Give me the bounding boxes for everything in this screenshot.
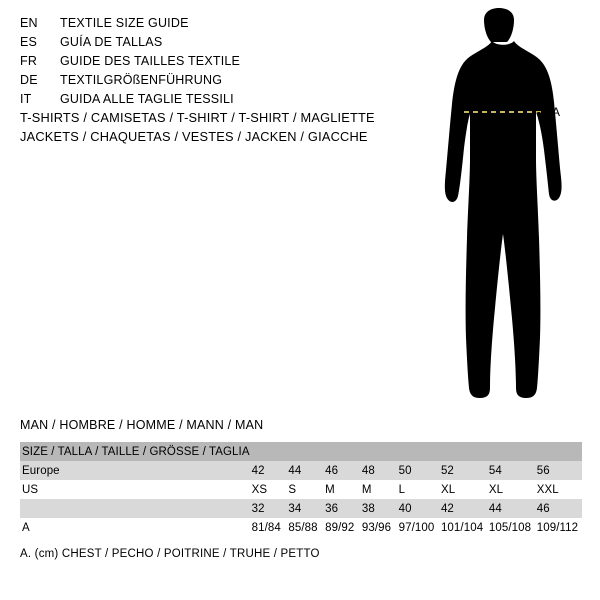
category-tshirts: T-SHIRTS / CAMISETAS / T-SHIRT / T-SHIRT / MAGLIETTE bbox=[20, 110, 375, 125]
cell-europe-8: 56 bbox=[535, 461, 582, 480]
language-code-en: EN bbox=[20, 16, 38, 30]
cell-a-8: 109/112 bbox=[535, 518, 582, 537]
cell-europe-5: 50 bbox=[397, 461, 439, 480]
cell-us-3: M bbox=[323, 480, 360, 499]
cell-numeric-2: 34 bbox=[286, 499, 323, 518]
cell-us-6: XL bbox=[439, 480, 487, 499]
cell-europe-4: 48 bbox=[360, 461, 397, 480]
table-header-size-label: SIZE / TALLA / TAILLE / GRÖSSE / TAGLIA bbox=[20, 442, 250, 461]
size-table bbox=[20, 442, 582, 537]
cell-us-8: XXL bbox=[535, 480, 582, 499]
table-header-cell-6 bbox=[439, 442, 487, 461]
cell-europe-3: 46 bbox=[323, 461, 360, 480]
cell-a-6: 101/104 bbox=[439, 518, 487, 537]
table-header-cell-8 bbox=[535, 442, 582, 461]
cell-us-5: L bbox=[397, 480, 439, 499]
cell-a-3: 89/92 bbox=[323, 518, 360, 537]
language-row-fr bbox=[20, 54, 380, 73]
cell-europe-6: 52 bbox=[439, 461, 487, 480]
table-header-cell-3 bbox=[323, 442, 360, 461]
cell-numeric-6: 42 bbox=[439, 499, 487, 518]
cell-us-4: M bbox=[360, 480, 397, 499]
language-code-it: IT bbox=[20, 92, 32, 106]
row-label-numeric bbox=[20, 499, 250, 518]
table-header-row bbox=[20, 442, 582, 461]
language-code-es: ES bbox=[20, 35, 38, 49]
language-code-fr: FR bbox=[20, 54, 38, 68]
language-row-de bbox=[20, 73, 380, 92]
language-text-es: GUÍA DE TALLAS bbox=[60, 35, 163, 49]
table-title-man: MAN / HOMBRE / HOMME / MANN / MAN bbox=[20, 418, 264, 432]
cell-europe-1: 42 bbox=[250, 461, 287, 480]
garment-category-block bbox=[20, 110, 440, 148]
cell-numeric-3: 36 bbox=[323, 499, 360, 518]
language-header-block bbox=[20, 16, 380, 111]
language-row-it bbox=[20, 92, 380, 111]
table-header-cell-2 bbox=[286, 442, 323, 461]
cell-numeric-5: 40 bbox=[397, 499, 439, 518]
table-row bbox=[20, 480, 582, 499]
language-text-fr: GUIDE DES TAILLES TEXTILE bbox=[60, 54, 241, 68]
cell-us-1: XS bbox=[250, 480, 287, 499]
row-label-us: US bbox=[20, 480, 250, 499]
language-row-es bbox=[20, 35, 380, 54]
language-text-en: TEXTILE SIZE GUIDE bbox=[60, 16, 189, 30]
table-row bbox=[20, 499, 582, 518]
cell-europe-2: 44 bbox=[286, 461, 323, 480]
cell-a-7: 105/108 bbox=[487, 518, 535, 537]
table-header-cell-5 bbox=[397, 442, 439, 461]
cell-a-2: 85/88 bbox=[286, 518, 323, 537]
table-footnote: A. (cm) CHEST / PECHO / POITRINE / TRUHE / PETTO bbox=[20, 548, 320, 560]
table-row bbox=[20, 461, 582, 480]
row-label-a: A bbox=[20, 518, 250, 537]
row-label-europe: Europe bbox=[20, 461, 250, 480]
cell-numeric-1: 32 bbox=[250, 499, 287, 518]
language-row-en bbox=[20, 16, 380, 35]
language-text-it: GUIDA ALLE TAGLIE TESSILI bbox=[60, 92, 234, 106]
cell-us-2: S bbox=[286, 480, 323, 499]
cell-a-1: 81/84 bbox=[250, 518, 287, 537]
male-silhouette-figure bbox=[410, 8, 600, 408]
cell-us-7: XL bbox=[487, 480, 535, 499]
measure-marker-a: A bbox=[552, 105, 561, 119]
cell-europe-7: 54 bbox=[487, 461, 535, 480]
table-header-cell-7 bbox=[487, 442, 535, 461]
language-code-de: DE bbox=[20, 73, 38, 87]
language-text-de: TEXTILGRÖßENFÜHRUNG bbox=[60, 73, 223, 87]
table-header-cell-4 bbox=[360, 442, 397, 461]
silhouette-svg bbox=[410, 8, 600, 408]
table-row bbox=[20, 518, 582, 537]
table-header-cell-1 bbox=[250, 442, 287, 461]
category-jackets: JACKETS / CHAQUETAS / VESTES / JACKEN / GIACCHE bbox=[20, 129, 368, 144]
measure-leader-line bbox=[533, 112, 549, 113]
cell-numeric-8: 46 bbox=[535, 499, 582, 518]
cell-a-5: 97/100 bbox=[397, 518, 439, 537]
cell-numeric-7: 44 bbox=[487, 499, 535, 518]
cell-numeric-4: 38 bbox=[360, 499, 397, 518]
cell-a-4: 93/96 bbox=[360, 518, 397, 537]
